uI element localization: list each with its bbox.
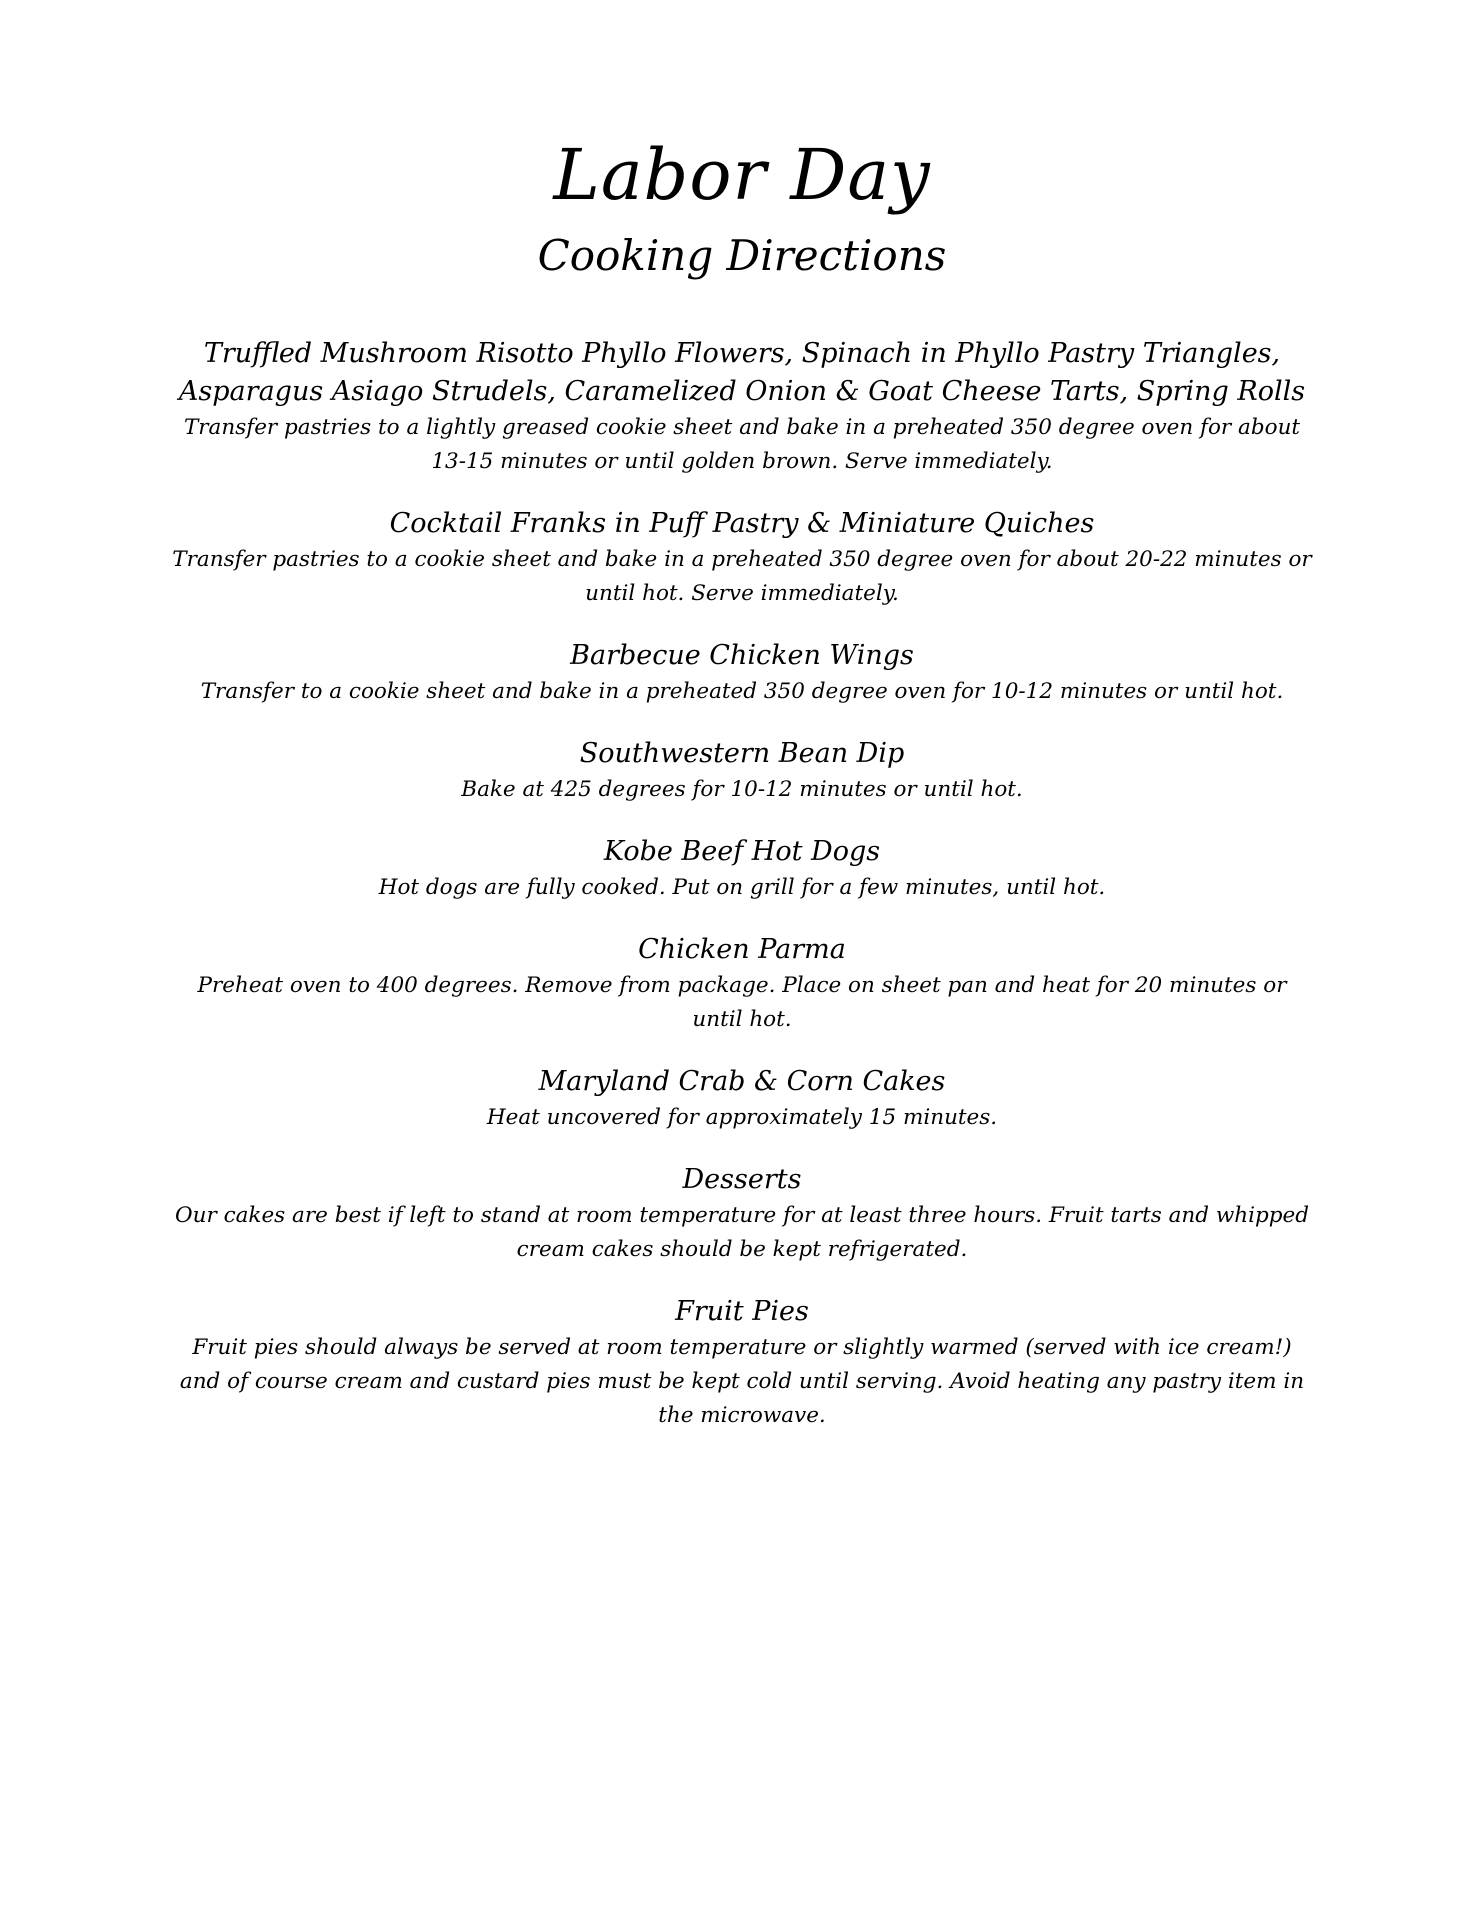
item-directions: Our cakes are best if left to stand at room temperature for at least three hours. Fruit tarts and whipped cream cakes should be kept refrigerated. xyxy=(174,1203,1310,1262)
item-directions: Hot dogs are fully cooked. Put on grill for a few minutes, until hot. xyxy=(378,875,1106,900)
item-name: Maryland Crab & Corn Cakes xyxy=(538,1066,946,1097)
directions-list xyxy=(170,335,1314,1459)
page-title: Labor Day xyxy=(553,134,931,216)
item-directions: Transfer pastries to a cookie sheet and bake in a preheated 350 degree oven for about 20-22 minutes or until hot. Serve immediately. xyxy=(172,547,1312,606)
direction-section xyxy=(170,833,1314,905)
item-directions: Fruit pies should always be served at room temperature or slightly warmed (served with ice cream!) and of course cream and custard pies must be kept cold until serving. Avoid heating any pastry item in the microwave. xyxy=(179,1335,1305,1428)
item-name: Desserts xyxy=(682,1164,802,1195)
item-directions: Transfer to a cookie sheet and bake in a preheated 350 degree oven for 10-12 minutes or until hot. xyxy=(200,679,1284,704)
direction-section xyxy=(170,1293,1314,1433)
item-directions: Transfer pastries to a lightly greased cookie sheet and bake in a preheated 350 degree oven for about 13-15 minutes or until golden brown. Serve immediately. xyxy=(183,415,1301,474)
item-directions: Bake at 425 degrees for 10-12 minutes or until hot. xyxy=(461,777,1023,802)
direction-section xyxy=(170,335,1314,479)
item-directions: Preheat oven to 400 degrees. Remove from package. Place on sheet pan and heat for 20 minutes or until hot. xyxy=(197,973,1287,1032)
item-name: Southwestern Bean Dip xyxy=(579,738,905,769)
item-name: Chicken Parma xyxy=(638,934,846,965)
direction-section xyxy=(170,735,1314,807)
direction-section xyxy=(170,931,1314,1037)
direction-section xyxy=(170,505,1314,611)
page-subtitle: Cooking Directions xyxy=(537,231,947,280)
item-name: Cocktail Franks in Puff Pastry & Miniature Quiches xyxy=(389,508,1095,539)
direction-section xyxy=(170,637,1314,709)
item-name: Kobe Beef Hot Dogs xyxy=(603,836,881,867)
item-directions: Heat uncovered for approximately 15 minutes. xyxy=(486,1105,998,1130)
direction-section xyxy=(170,1063,1314,1135)
direction-section xyxy=(170,1161,1314,1267)
item-name: Truffled Mushroom Risotto Phyllo Flowers, Spinach in Phyllo Pastry Triangles, Asparagus Asiago Strudels, Caramelized Onion & Goat Cheese Tarts, Spring Rolls xyxy=(178,338,1306,407)
item-name: Fruit Pies xyxy=(675,1296,809,1327)
item-name: Barbecue Chicken Wings xyxy=(570,640,914,671)
